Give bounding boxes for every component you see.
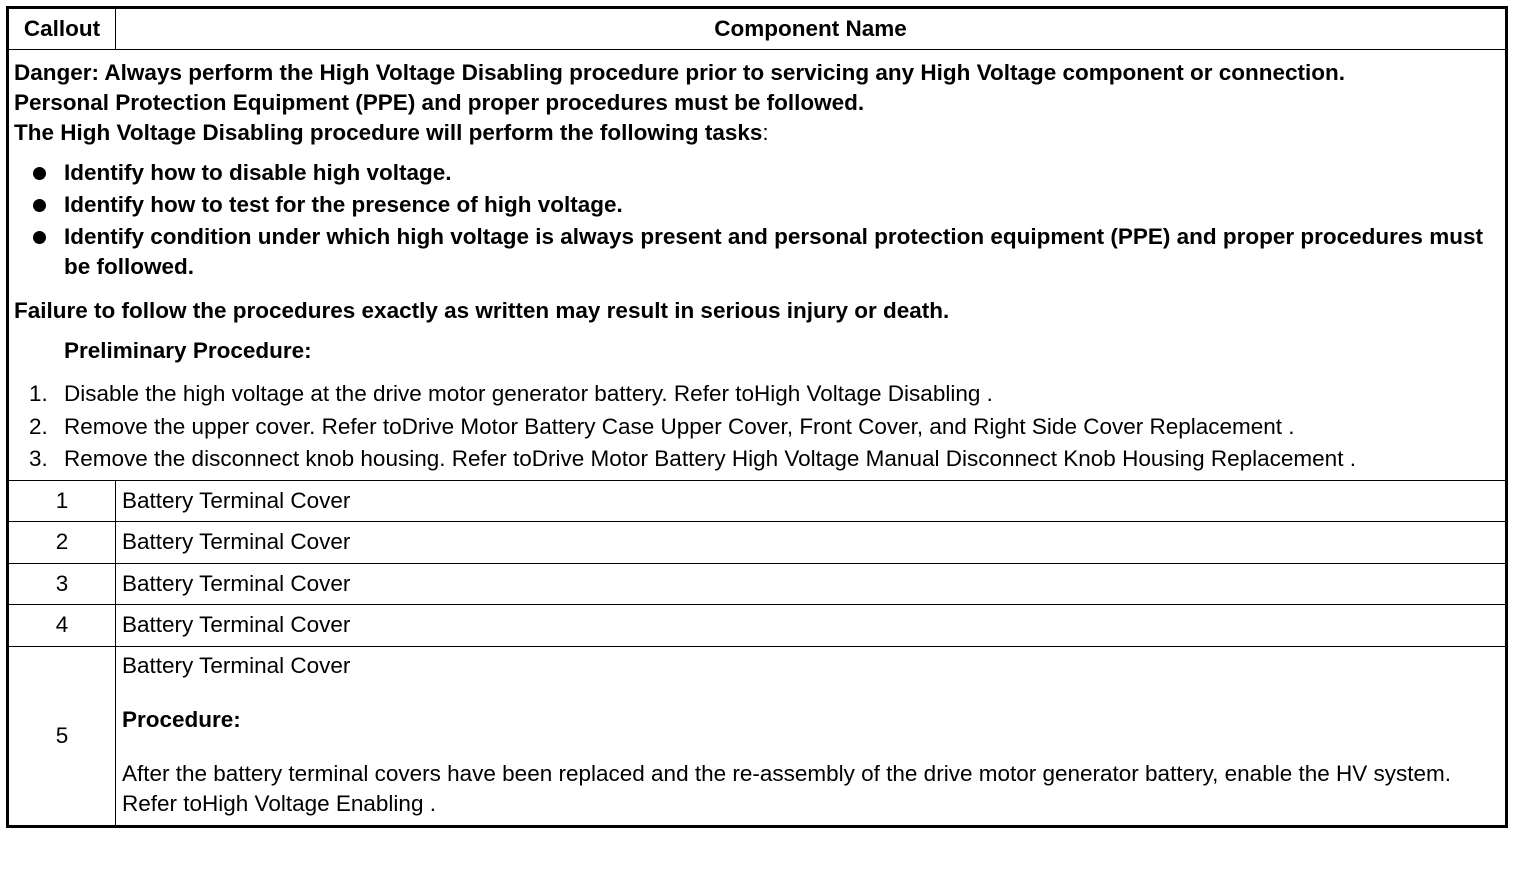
danger-row [8, 50, 1507, 481]
step-number: 3. [29, 446, 48, 471]
step-number: 2. [29, 413, 48, 439]
task-text: Identify how to test for the presence of high voltage. [64, 192, 623, 217]
table-row [8, 522, 1507, 564]
step-item [14, 378, 1499, 411]
component-name: Battery Terminal Cover [116, 480, 1507, 522]
table-row [8, 480, 1507, 522]
preliminary-steps [14, 378, 1499, 476]
bullet-icon [33, 167, 46, 180]
procedure-heading: Procedure: [122, 706, 241, 732]
step-item [14, 411, 1499, 444]
callout-number: 4 [8, 605, 116, 647]
component-name: Battery Terminal Cover [116, 563, 1507, 605]
callout-number: 2 [8, 522, 116, 564]
callout-number: 5 [8, 646, 116, 826]
step-item [14, 443, 1499, 476]
component-name-header: Component Name [116, 8, 1507, 50]
procedure-text: After the battery terminal covers have been replaced and the re-assembly of the drive motor generator battery, enable the HV system. Refer toHigh Voltage Enabling . [122, 760, 1452, 816]
component-name: Battery Terminal Cover [122, 652, 351, 678]
step-text: Disable the high voltage at the drive motor generator battery. Refer toHigh Voltage Disabling . [64, 381, 993, 406]
step-text: Remove the upper cover. Refer toDrive Motor Battery Case Upper Cover, Front Cover, and Right Side Cover Replacement . [64, 413, 1295, 439]
component-table [6, 6, 1508, 828]
tasks-intro [14, 118, 1499, 148]
component-name-with-procedure [116, 646, 1507, 826]
danger-notice [8, 50, 1507, 481]
tasks-intro-text: The High Voltage Disabling procedure will perform the following tasks [14, 120, 763, 145]
step-text: Remove the disconnect knob housing. Refer toDrive Motor Battery High Voltage Manual Disconnect Knob Housing Replacement . [64, 446, 1356, 471]
task-item [14, 190, 1499, 220]
task-text: Identify how to disable high voltage. [64, 160, 452, 185]
component-name: Battery Terminal Cover [116, 605, 1507, 647]
failure-warning: Failure to follow the procedures exactly as written may result in serious injury or death. [14, 298, 950, 323]
callout-number: 1 [8, 480, 116, 522]
table-row [8, 563, 1507, 605]
task-list [14, 158, 1499, 282]
callout-number: 3 [8, 563, 116, 605]
task-item [14, 222, 1499, 282]
ppe-line: Personal Protection Equipment (PPE) and proper procedures must be followed. [14, 90, 865, 115]
danger-line: Danger: Always perform the High Voltage Disabling procedure prior to servicing any High Voltage component or connection. [14, 60, 1346, 85]
table-row-last [8, 646, 1507, 826]
task-item [14, 158, 1499, 188]
bullet-icon [33, 199, 46, 212]
task-text: Identify condition under which high voltage is always present and personal protection equipment (PPE) and proper procedures must be followed. [64, 224, 1483, 279]
component-name: Battery Terminal Cover [116, 522, 1507, 564]
tasks-intro-colon: : [762, 120, 769, 145]
step-number: 1. [29, 381, 48, 406]
preliminary-heading: Preliminary Procedure: [64, 338, 312, 363]
bullet-icon [33, 231, 46, 244]
table-row [8, 605, 1507, 647]
header-row [8, 8, 1507, 50]
callout-header: Callout [8, 8, 116, 50]
